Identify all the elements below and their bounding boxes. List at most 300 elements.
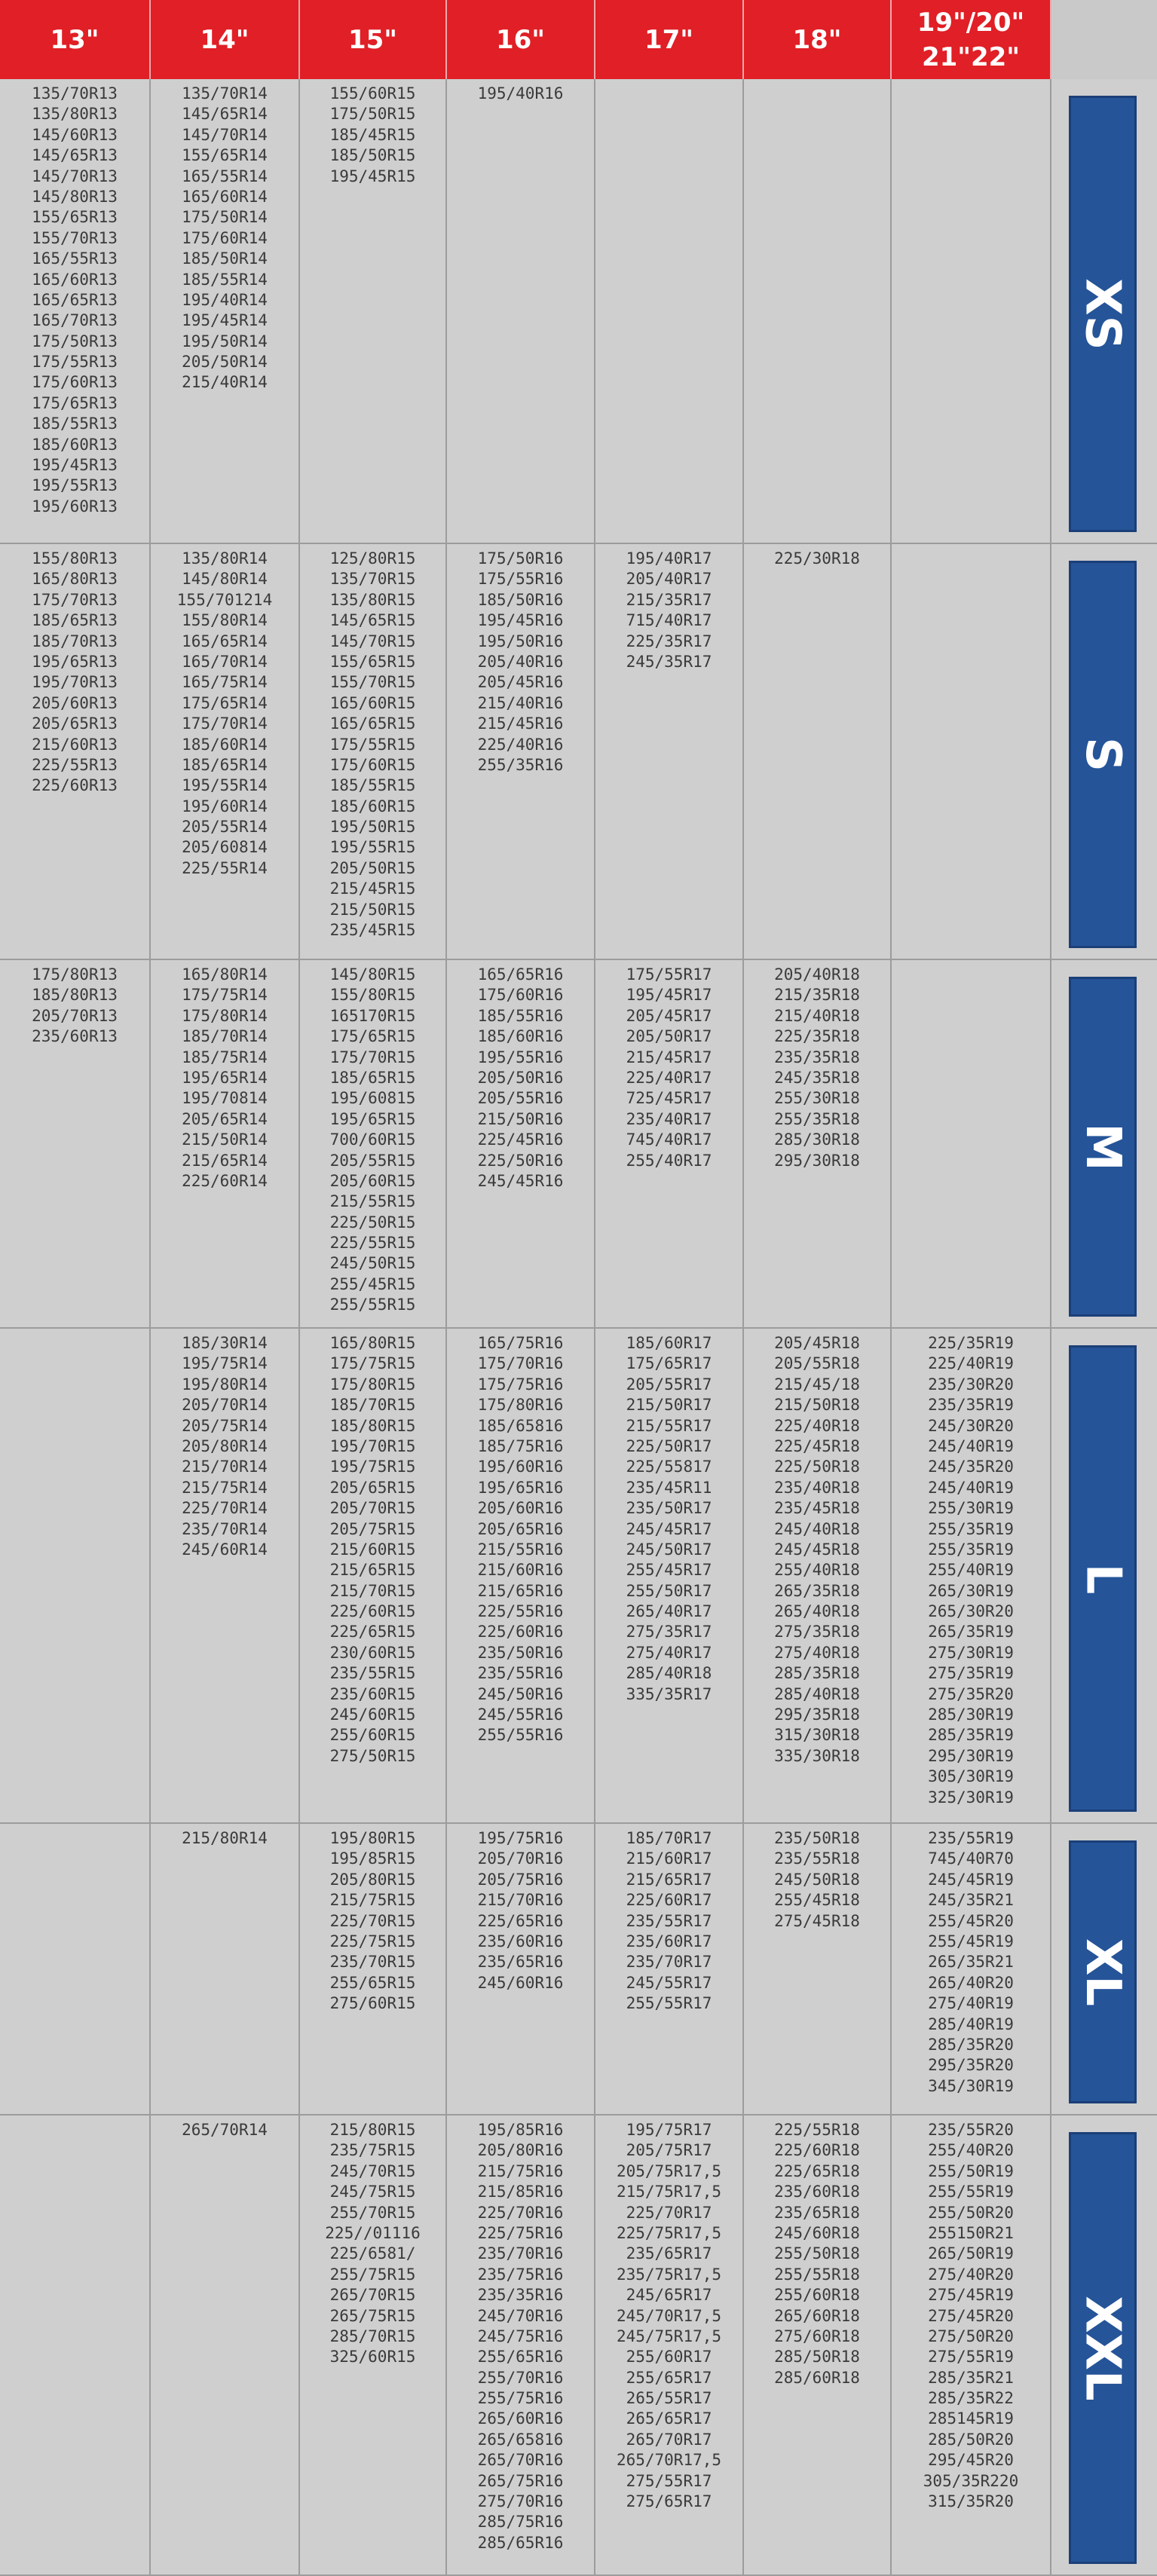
tire-size-entry: 195/65R14 — [182, 1068, 268, 1087]
tire-size-entry: 185/60R16 — [477, 1027, 564, 1046]
tire-size-entry: 255/35R18 — [774, 1109, 860, 1128]
tire-size-entry: 285/50R18 — [774, 2348, 860, 2366]
tire-size-entry: 255/65R17 — [626, 2368, 712, 2387]
tire-size-entry: 175/70R16 — [477, 1354, 564, 1373]
tire-size-entry: 235/55R20 — [928, 2121, 1014, 2139]
tire-size-entry: 225/60R16 — [477, 1623, 564, 1641]
tire-size-entry: 315/35R20 — [928, 2492, 1014, 2511]
tire-size-entry: 205/55R16 — [477, 1089, 564, 1108]
size-cell-m-col3 — [447, 960, 595, 1329]
tire-size-entry: 305/30R19 — [928, 1767, 1014, 1786]
tire-size-entry: 245/60R14 — [182, 1540, 268, 1559]
tire-size-entry: 185/70R13 — [32, 632, 118, 650]
tire-size-entry: 285/40R18 — [774, 1684, 860, 1703]
size-category-panel — [1069, 977, 1137, 1317]
tire-size-entry: 155/65R13 — [32, 208, 118, 227]
tire-size-entry: 255/45R17 — [626, 1561, 712, 1580]
size-cell-m-col0 — [0, 960, 151, 1329]
tire-size-entry: 145/80R15 — [329, 965, 416, 984]
tire-size-entry: 265/70R17,5 — [616, 2451, 722, 2470]
tire-size-entry: 195/85R15 — [329, 1849, 416, 1868]
tire-size-entry: 215/70R14 — [182, 1458, 268, 1476]
tire-size-entry: 215/35R18 — [774, 986, 860, 1005]
tire-size-entry: 175/60R13 — [32, 373, 118, 392]
tire-size-entry: 165/70R14 — [182, 652, 268, 671]
tire-size-entry: 245/65R17 — [626, 2286, 712, 2305]
tire-size-entry: 235/60R18 — [774, 2183, 860, 2201]
tire-size-entry: 225/60R13 — [32, 776, 118, 795]
column-header-1: 14" — [151, 0, 300, 79]
tire-size-entry: 225/60R15 — [329, 1602, 416, 1621]
tire-size-entry: 185/55R16 — [477, 1006, 564, 1025]
tire-size-entry: 265/70R17 — [626, 2430, 712, 2449]
tire-size-entry: 185/50R16 — [477, 590, 564, 609]
tire-size-entry: 195/65R15 — [329, 1109, 416, 1128]
tire-size-entry: 205/70R13 — [32, 1006, 118, 1025]
tire-size-entry: 255/30R19 — [928, 1499, 1014, 1518]
tire-size-entry: 715/40R17 — [626, 611, 712, 630]
size-cell-xs-col4 — [595, 79, 744, 544]
tire-size-entry: 255/55R19 — [928, 2183, 1014, 2201]
tire-size-entry: 245/75R15 — [329, 2183, 416, 2201]
tire-size-entry: 195/45R17 — [626, 986, 712, 1005]
tire-size-entry: 225/40R19 — [928, 1354, 1014, 1373]
size-cell-xl-col5 — [744, 1824, 892, 2116]
column-header-6: 19"/20" 21"22" — [892, 0, 1051, 79]
tire-size-entry: 185/60R14 — [182, 735, 268, 754]
size-cell-l-col2 — [300, 1329, 447, 1824]
tire-size-entry: 235/65R16 — [477, 1953, 564, 1972]
tire-size-entry: 225/70R16 — [477, 2203, 564, 2222]
size-cell-m-col2 — [300, 960, 447, 1329]
tire-size-entry: 285/35R22 — [928, 2389, 1014, 2408]
size-cell-xxl-col2 — [300, 2116, 447, 2576]
tire-size-entry: 215/70R16 — [477, 1891, 564, 1910]
tire-size-entry: 295/45R20 — [928, 2451, 1014, 2470]
tire-size-entry: 215/45R15 — [329, 880, 416, 898]
size-cell-s-col3 — [447, 544, 595, 960]
tire-size-entry: 275/50R20 — [928, 2327, 1014, 2345]
size-cell-m-col5 — [744, 960, 892, 1329]
tire-size-entry: 235/60R15 — [329, 1684, 416, 1703]
tire-size-entry: 205/70R15 — [329, 1499, 416, 1518]
tire-size-entry: 205/60R16 — [477, 1499, 564, 1518]
tire-size-entry: 235/50R17 — [626, 1499, 712, 1518]
tire-size-entry: 195/55R16 — [477, 1048, 564, 1066]
size-category-panel — [1069, 1840, 1137, 2103]
tire-size-entry: 195/50R16 — [477, 632, 564, 650]
tire-size-entry: 215/80R15 — [329, 2121, 416, 2139]
tire-size-entry: 225/50R17 — [626, 1436, 712, 1455]
tire-size-entry: 700/60R15 — [329, 1130, 416, 1149]
size-cell-xl-col3 — [447, 1824, 595, 2116]
tire-size-entry: 135/80R14 — [182, 549, 268, 568]
tire-size-entry: 215/55R17 — [626, 1416, 712, 1435]
tire-size-entry: 245/50R15 — [329, 1254, 416, 1273]
tire-size-entry: 175/80R13 — [32, 965, 118, 984]
column-header-3: 16" — [447, 0, 595, 79]
tire-size-entry: 225/50R15 — [329, 1213, 416, 1231]
tire-size-entry: 205/70R16 — [477, 1849, 564, 1868]
tire-size-entry: 275/45R19 — [928, 2286, 1014, 2305]
tire-size-entry: 285/70R15 — [329, 2327, 416, 2345]
tire-size-entry: 255/45R18 — [774, 1891, 860, 1910]
tire-size-entry: 195/40R16 — [477, 84, 564, 102]
tire-size-entry: 325/30R19 — [928, 1788, 1014, 1807]
size-cell-xs-col3 — [447, 79, 595, 544]
tire-size-entry: 145/60R13 — [32, 125, 118, 144]
tire-size-entry: 175/55R16 — [477, 570, 564, 589]
tire-size-entry: 255/55R15 — [329, 1296, 416, 1314]
header-corner — [1051, 0, 1157, 79]
tire-size-entry: 215/60R17 — [626, 1849, 712, 1868]
tire-size-entry: 205/50R15 — [329, 858, 416, 877]
tire-size-entry: 185/45R15 — [329, 125, 416, 144]
size-category-label: XS — [1075, 277, 1131, 350]
tire-size-entry: 195/45R16 — [477, 611, 564, 630]
tire-size-entry: 155/60R15 — [329, 84, 416, 102]
tire-size-entry: 175/65R17 — [626, 1354, 712, 1373]
tire-size-entry: 235/45R15 — [329, 921, 416, 940]
tire-size-entry: 175/70R15 — [329, 1048, 416, 1066]
tire-size-entry: 255/55R17 — [626, 1994, 712, 2013]
size-cell-xs-col0 — [0, 79, 151, 544]
tire-size-entry: 215/50R18 — [774, 1396, 860, 1415]
tire-size-entry: 185/75R14 — [182, 1048, 268, 1066]
tire-size-entry: 255/75R16 — [477, 2389, 564, 2408]
tire-size-entry: 265/75R15 — [329, 2306, 416, 2325]
tire-size-entry: 175/80R15 — [329, 1375, 416, 1394]
tire-size-entry: 215/85R16 — [477, 2183, 564, 2201]
tire-size-entry: 255/50R20 — [928, 2203, 1014, 2222]
tire-size-entry: 215/70R15 — [329, 1581, 416, 1600]
tire-size-entry: 215/50R14 — [182, 1130, 268, 1149]
tire-size-entry: 195/45R13 — [32, 456, 118, 475]
tire-size-entry: 175/65R14 — [182, 693, 268, 712]
tire-size-entry: 275/40R17 — [626, 1643, 712, 1662]
tire-size-entry: 245/35R18 — [774, 1068, 860, 1087]
tire-size-entry: 225/55R15 — [329, 1234, 416, 1253]
tire-size-entry: 175/80R16 — [477, 1396, 564, 1415]
tire-size-entry: 265/70R14 — [182, 2121, 268, 2139]
tire-size-entry: 265/55R17 — [626, 2389, 712, 2408]
tire-size-entry: 145/80R14 — [182, 570, 268, 589]
tire-size-entry: 285/60R18 — [774, 2368, 860, 2387]
tire-size-entry: 325/60R15 — [329, 2348, 416, 2366]
tire-size-entry: 215/65R14 — [182, 1151, 268, 1170]
tire-size-entry: 155/65R14 — [182, 146, 268, 165]
tire-size-entry: 265/30R20 — [928, 1602, 1014, 1621]
tire-size-entry: 245/60R18 — [774, 2223, 860, 2242]
tire-size-entry: 235/45R18 — [774, 1499, 860, 1518]
tire-size-entry: 145/70R15 — [329, 632, 416, 650]
tire-size-entry: 265/50R19 — [928, 2244, 1014, 2263]
tire-size-entry: 295/35R20 — [928, 2056, 1014, 2075]
tire-size-entry: 255150R21 — [928, 2223, 1014, 2242]
tire-size-entry: 255/40R20 — [928, 2141, 1014, 2160]
size-category-panel — [1069, 1345, 1137, 1812]
tire-size-entry: 225/70R14 — [182, 1499, 268, 1518]
tire-size-entry: 295/30R19 — [928, 1746, 1014, 1765]
tire-size-entry: 135/70R15 — [329, 570, 416, 589]
tire-size-entry: 205/50R17 — [626, 1027, 712, 1046]
size-cell-xs-col5 — [744, 79, 892, 544]
tire-size-entry: 165/70R13 — [32, 311, 118, 330]
tire-size-entry: 225/35R18 — [774, 1027, 860, 1046]
tire-size-entry: 215/45R16 — [477, 714, 564, 733]
tire-size-entry: 215/65R16 — [477, 1581, 564, 1600]
size-category-panel — [1069, 561, 1137, 948]
tire-size-entry: 195/50R14 — [182, 332, 268, 350]
tire-size-entry: 255/70R15 — [329, 2203, 416, 2222]
tire-size-entry: 235/30R20 — [928, 1375, 1014, 1394]
size-category-label: M — [1075, 1122, 1131, 1171]
tire-size-entry: 185/60R13 — [32, 435, 118, 454]
tire-size-entry: 215/40R16 — [477, 693, 564, 712]
tire-size-entry: 225/30R18 — [774, 549, 860, 568]
tire-size-entry: 225/55R13 — [32, 755, 118, 774]
tire-size-entry: 275/30R19 — [928, 1643, 1014, 1662]
tire-size-entry: 275/35R19 — [928, 1664, 1014, 1683]
tire-size-entry: 205/75R15 — [329, 1519, 416, 1538]
tire-size-entry: 235/65R17 — [626, 2244, 712, 2263]
tire-size-entry: 745/40R70 — [928, 1849, 1014, 1868]
size-cell-xxl-col0 — [0, 2116, 151, 2576]
tire-size-entry: 195/60R13 — [32, 497, 118, 516]
tire-size-entry: 145/70R14 — [182, 125, 268, 144]
tire-size-entry: 205/45R17 — [626, 1006, 712, 1025]
tire-size-entry: 215/50R15 — [329, 900, 416, 919]
tire-size-entry: 155/70R13 — [32, 228, 118, 247]
tire-size-entry: 265/35R19 — [928, 1623, 1014, 1641]
tire-size-entry: 195/75R16 — [477, 1829, 564, 1847]
tire-size-entry: 245/40R19 — [928, 1436, 1014, 1455]
size-cell-s-col6 — [892, 544, 1051, 960]
tire-size-entry: 335/30R18 — [774, 1746, 860, 1765]
tire-size-entry: 155/80R15 — [329, 986, 416, 1005]
column-header-5: 18" — [744, 0, 892, 79]
tire-size-entry: 235/60R13 — [32, 1027, 118, 1046]
size-category-label: S — [1075, 736, 1131, 772]
tire-size-entry: 215/50R17 — [626, 1396, 712, 1415]
tire-size-entry: 145/65R15 — [329, 611, 416, 630]
tire-size-entry: 205/45R18 — [774, 1334, 860, 1352]
tire-size-entry: 185/60R15 — [329, 797, 416, 815]
tire-size-entry: 165/55R13 — [32, 249, 118, 268]
tire-size-entry: 185/55R15 — [329, 776, 416, 795]
tire-size-entry: 135/70R13 — [32, 84, 118, 102]
tire-size-entry: 295/30R18 — [774, 1151, 860, 1170]
tire-size-entry: 215/50R16 — [477, 1109, 564, 1128]
tire-size-entry: 215/75R15 — [329, 1891, 416, 1910]
size-cell-xs-col2 — [300, 79, 447, 544]
tire-size-entry: 205/40R17 — [626, 570, 712, 589]
tire-size-entry: 245/60R15 — [329, 1706, 416, 1724]
tire-size-entry: 175/75R15 — [329, 1354, 416, 1373]
tire-size-entry: 205/55R15 — [329, 1151, 416, 1170]
tire-size-entry: 265/60R18 — [774, 2306, 860, 2325]
tire-size-entry: 205/75R17,5 — [616, 2161, 722, 2180]
tire-size-entry: 285/35R20 — [928, 2035, 1014, 2054]
tire-size-entry: 165/80R15 — [329, 1334, 416, 1352]
tire-size-entry: 255/40R17 — [626, 1151, 712, 1170]
tire-size-entry: 275/55R19 — [928, 2348, 1014, 2366]
size-cell-l-col4 — [595, 1329, 744, 1824]
tire-size-entry: 175/60R14 — [182, 228, 268, 247]
tire-size-entry: 195/80R14 — [182, 1375, 268, 1394]
tire-size-entry: 135/70R14 — [182, 84, 268, 102]
tire-size-entry: 215/40R14 — [182, 373, 268, 392]
size-cell-l-col3 — [447, 1329, 595, 1824]
tire-size-entry: 275/35R20 — [928, 1684, 1014, 1703]
tire-size-entry: 165/75R16 — [477, 1334, 564, 1352]
tire-size-entry: 165/65R13 — [32, 290, 118, 309]
tire-size-entry: 225/70R17 — [626, 2203, 712, 2222]
tire-size-entry: 165/65R15 — [329, 714, 416, 733]
tire-size-entry: 185/60R17 — [626, 1334, 712, 1352]
tire-size-entry: 195/85R16 — [477, 2121, 564, 2139]
tire-size-entry: 265/30R19 — [928, 1581, 1014, 1600]
tire-size-entry: 215/55R16 — [477, 1540, 564, 1559]
tire-size-entry: 275/65R17 — [626, 2492, 712, 2511]
tire-size-entry: 235/55R18 — [774, 1849, 860, 1868]
tire-size-entry: 255/40R19 — [928, 1561, 1014, 1580]
tire-size-entry: 255/45R20 — [928, 1911, 1014, 1930]
tire-size-entry: 205/80R14 — [182, 1436, 268, 1455]
tire-size-entry: 215/60R16 — [477, 1561, 564, 1580]
tire-size-entry: 255/50R18 — [774, 2244, 860, 2263]
tire-size-entry: 195/70R13 — [32, 673, 118, 692]
tire-size-entry: 205/60R15 — [329, 1171, 416, 1190]
tire-size-entry: 255/35R19 — [928, 1540, 1014, 1559]
tire-size-entry: 165/65R14 — [182, 632, 268, 650]
size-cell-xs-col6 — [892, 79, 1051, 544]
column-header-2: 15" — [300, 0, 447, 79]
tire-size-entry: 155/80R13 — [32, 549, 118, 568]
tire-size-entry: 205/55R14 — [182, 818, 268, 837]
tire-size-entry: 225/60R18 — [774, 2141, 860, 2160]
tire-size-entry: 165/55R14 — [182, 167, 268, 185]
tire-size-entry: 255/55R16 — [477, 1726, 564, 1745]
size-cell-m-col1 — [151, 960, 300, 1329]
tire-size-entry: 195/55R15 — [329, 838, 416, 857]
tire-size-entry: 255/60R15 — [329, 1726, 416, 1745]
tire-size-entry: 185/55R14 — [182, 270, 268, 289]
tire-size-entry: 225/65R15 — [329, 1623, 416, 1641]
tire-size-entry: 205/50R14 — [182, 353, 268, 372]
tire-size-entry: 165/60R14 — [182, 187, 268, 206]
tire-size-entry: 195/40R14 — [182, 290, 268, 309]
size-cell-xxl-col1 — [151, 2116, 300, 2576]
tire-size-entry: 335/35R17 — [626, 1684, 712, 1703]
tire-size-entry: 235/60R17 — [626, 1932, 712, 1950]
tire-size-entry: 255/55R18 — [774, 2265, 860, 2284]
tire-size-entry: 175/65R15 — [329, 1027, 416, 1046]
tire-size-entry: 185/50R15 — [329, 146, 416, 165]
tire-size-entry: 195/55R14 — [182, 776, 268, 795]
tire-size-entry: 205/65R15 — [329, 1478, 416, 1497]
tire-size-entry: 215/65R15 — [329, 1561, 416, 1580]
tire-size-entry: 175/50R14 — [182, 208, 268, 227]
tire-size-entry: 235/55R16 — [477, 1664, 564, 1683]
size-cell-xl-col0 — [0, 1824, 151, 2116]
tire-size-entry: 285/50R20 — [928, 2430, 1014, 2449]
tire-size-entry: 185/80R13 — [32, 986, 118, 1005]
tire-size-entry: 255/65R15 — [329, 1973, 416, 1992]
tire-size-entry: 185/80R15 — [329, 1416, 416, 1435]
tire-size-entry: 225/55817 — [626, 1458, 712, 1476]
tire-size-entry: 275/35R17 — [626, 1623, 712, 1641]
tire-size-entry: 145/65R13 — [32, 146, 118, 165]
tire-size-entry: 225/45R18 — [774, 1436, 860, 1455]
tire-size-entry: 265/60R16 — [477, 2409, 564, 2428]
tire-size-entry: 215/45R17 — [626, 1048, 712, 1066]
tire-size-entry: 155/65R15 — [329, 652, 416, 671]
tire-size-entry: 185/70R15 — [329, 1396, 416, 1415]
tire-size-entry: 235/70R17 — [626, 1953, 712, 1972]
tire-size-entry: 225//01116 — [325, 2223, 421, 2242]
tire-size-entry: 265/65R17 — [626, 2409, 712, 2428]
tire-size-entry: 235/35R19 — [928, 1396, 1014, 1415]
tire-size-entry: 285/40R18 — [626, 1664, 712, 1683]
tire-size-entry: 195/70814 — [182, 1089, 268, 1108]
tire-size-entry: 225/40R18 — [774, 1416, 860, 1435]
tire-size-entry: 225/35R19 — [928, 1334, 1014, 1352]
tire-size-entry: 195/60R16 — [477, 1458, 564, 1476]
tire-size-entry: 195/80R15 — [329, 1829, 416, 1847]
tire-size-entry: 305/35R220 — [923, 2471, 1019, 2490]
tire-size-entry: 255/60R17 — [626, 2348, 712, 2366]
size-cell-xxl-col3 — [447, 2116, 595, 2576]
tire-size-entry: 255/65R16 — [477, 2348, 564, 2366]
tire-size-entry: 275/45R18 — [774, 1911, 860, 1930]
tire-size-entry: 245/30R20 — [928, 1416, 1014, 1435]
tire-size-entry: 175/60R15 — [329, 755, 416, 774]
tire-size-entry: 195/50R15 — [329, 818, 416, 837]
tire-size-entry: 215/35R17 — [626, 590, 712, 609]
tire-size-entry: 255/40R18 — [774, 1561, 860, 1580]
tire-size-entry: 235/35R18 — [774, 1048, 860, 1066]
tire-size-entry: 185/65R14 — [182, 755, 268, 774]
tire-size-entry: 205/75R16 — [477, 1870, 564, 1889]
tire-size-entry: 215/60R15 — [329, 1540, 416, 1559]
tire-size-entry: 225/65R18 — [774, 2161, 860, 2180]
tire-size-entry: 235/35R16 — [477, 2286, 564, 2305]
tire-size-entry: 225/60R17 — [626, 1891, 712, 1910]
tire-size-entry: 235/50R18 — [774, 1829, 860, 1847]
tire-size-entry: 135/80R13 — [32, 105, 118, 124]
tire-size-entry: 285/30R18 — [774, 1130, 860, 1149]
tire-size-entry: 195/55R13 — [32, 476, 118, 495]
tire-size-entry: 215/75R17,5 — [616, 2183, 722, 2201]
tire-size-entry: 165/75R14 — [182, 673, 268, 692]
tire-size-entry: 255/45R19 — [928, 1932, 1014, 1950]
tire-size-entry: 225/55R16 — [477, 1602, 564, 1621]
tire-size-entry: 275/40R19 — [928, 1994, 1014, 2013]
tire-size-entry: 275/60R15 — [329, 1994, 416, 2013]
tire-size-entry: 265/35R18 — [774, 1581, 860, 1600]
tire-size-entry: 215/75R16 — [477, 2161, 564, 2180]
size-cell-s-col1 — [151, 544, 300, 960]
tire-size-entry: 205/80R16 — [477, 2141, 564, 2160]
size-cell-l-col6 — [892, 1329, 1051, 1824]
tire-size-entry: 225/45R16 — [477, 1130, 564, 1149]
tire-size-entry: 225/6581/ — [329, 2244, 416, 2263]
tire-size-entry: 135/80R15 — [329, 590, 416, 609]
size-cell-s-col4 — [595, 544, 744, 960]
tire-size-entry: 285/35R19 — [928, 1726, 1014, 1745]
tire-size-entry: 175/70R14 — [182, 714, 268, 733]
